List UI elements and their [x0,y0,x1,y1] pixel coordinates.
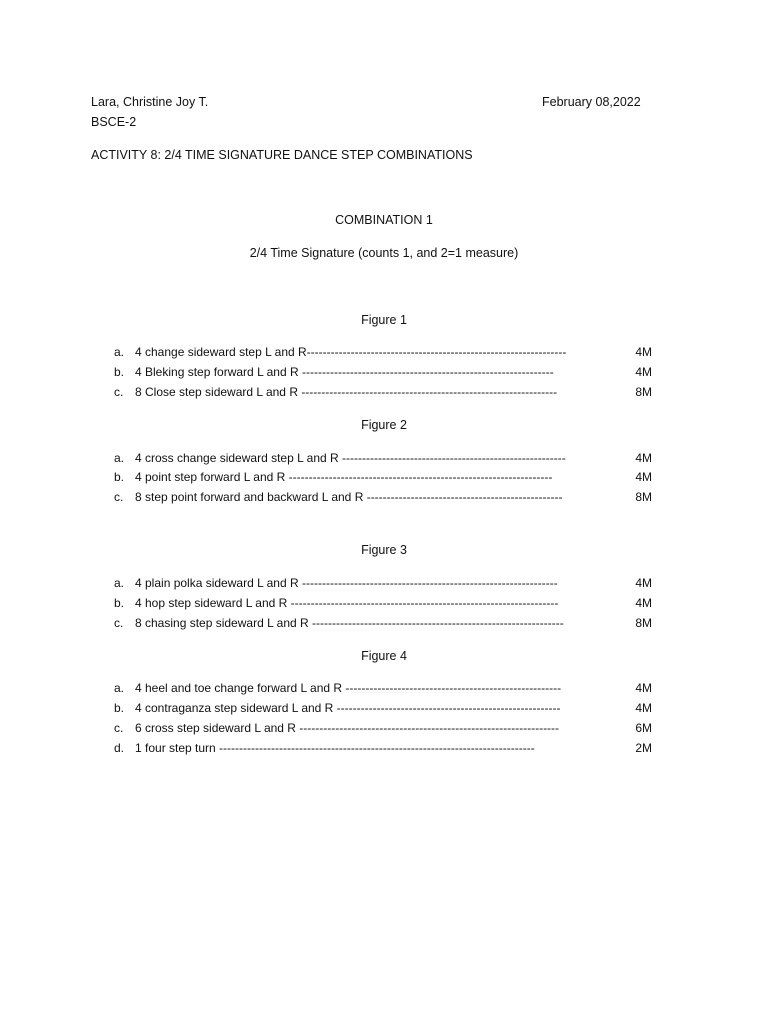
step-measure: 8M [635,490,652,504]
step-letter: b. [114,596,125,610]
step-description: 4 cross change sideward step L and R -------------------------------------------------------- [135,451,566,465]
step-row [0,740,768,756]
step-description: 8 step point forward and backward L and R ------------------------------------------------- [135,490,563,504]
step-letter: a. [114,345,125,359]
step-measure: 4M [635,345,652,359]
step-measure: 4M [635,596,652,610]
step-description: 4 heel and toe change forward L and R ------------------------------------------------------ [135,681,562,695]
step-row [0,384,768,400]
step-row [0,595,768,611]
step-description: 8 Close step sideward L and R ---------------------------------------------------------------- [135,385,558,399]
step-measure: 4M [635,576,652,590]
step-description: 4 Bleking step forward L and R --------------------------------------------------------------- [135,365,554,379]
combination-subtitle: 2/4 Time Signature (counts 1, and 2=1 measure) [249,246,519,260]
combination-title: COMBINATION 1 [335,213,433,227]
step-description: 4 hop step sideward L and R ------------------------------------------------------------------- [135,596,559,610]
step-measure: 4M [635,470,652,484]
step-row [0,720,768,736]
step-measure: 4M [635,681,652,695]
step-description: 1 four step turn ------------------------------------------------------------------------------- [135,741,535,755]
step-row [0,344,768,360]
step-letter: a. [114,576,125,590]
step-measure: 2M [635,741,652,755]
step-letter: c. [114,385,124,399]
figure-title: Figure 2 [361,418,407,432]
step-measure: 4M [635,451,652,465]
step-measure: 4M [635,365,652,379]
step-description: 6 cross step sideward L and R ----------------------------------------------------------------- [135,721,560,735]
step-letter: a. [114,681,125,695]
step-description: 8 chasing step sideward L and R --------------------------------------------------------------- [135,616,564,630]
student-name: Lara, Christine Joy T. [91,95,209,109]
step-measure: 8M [635,385,652,399]
step-row [0,450,768,466]
step-letter: b. [114,365,125,379]
step-description: 4 contraganza step sideward L and R -------------------------------------------------------- [135,701,561,715]
step-row [0,469,768,485]
step-measure: 6M [635,721,652,735]
step-row [0,575,768,591]
step-letter: d. [114,741,125,755]
step-letter: b. [114,701,125,715]
figure-title: Figure 1 [361,313,407,327]
step-letter: b. [114,470,125,484]
step-letter: a. [114,451,125,465]
step-measure: 8M [635,616,652,630]
step-description: 4 point step forward L and R ------------------------------------------------------------------ [135,470,553,484]
student-section: BSCE-2 [91,115,137,129]
activity-title: ACTIVITY 8: 2/4 TIME SIGNATURE DANCE STEP COMBINATIONS [91,148,473,162]
step-letter: c. [114,616,124,630]
step-letter: c. [114,721,124,735]
document-date: February 08,2022 [542,95,641,109]
step-row [0,700,768,716]
figure-title: Figure 3 [361,543,407,557]
step-letter: c. [114,490,124,504]
step-row [0,489,768,505]
step-description: 4 plain polka sideward L and R ---------------------------------------------------------------- [135,576,558,590]
step-description: 4 change sideward step L and R----------------------------------------------------------------- [135,345,567,359]
step-row [0,615,768,631]
figure-title: Figure 4 [361,649,407,663]
step-measure: 4M [635,701,652,715]
step-row [0,680,768,696]
step-row [0,364,768,380]
